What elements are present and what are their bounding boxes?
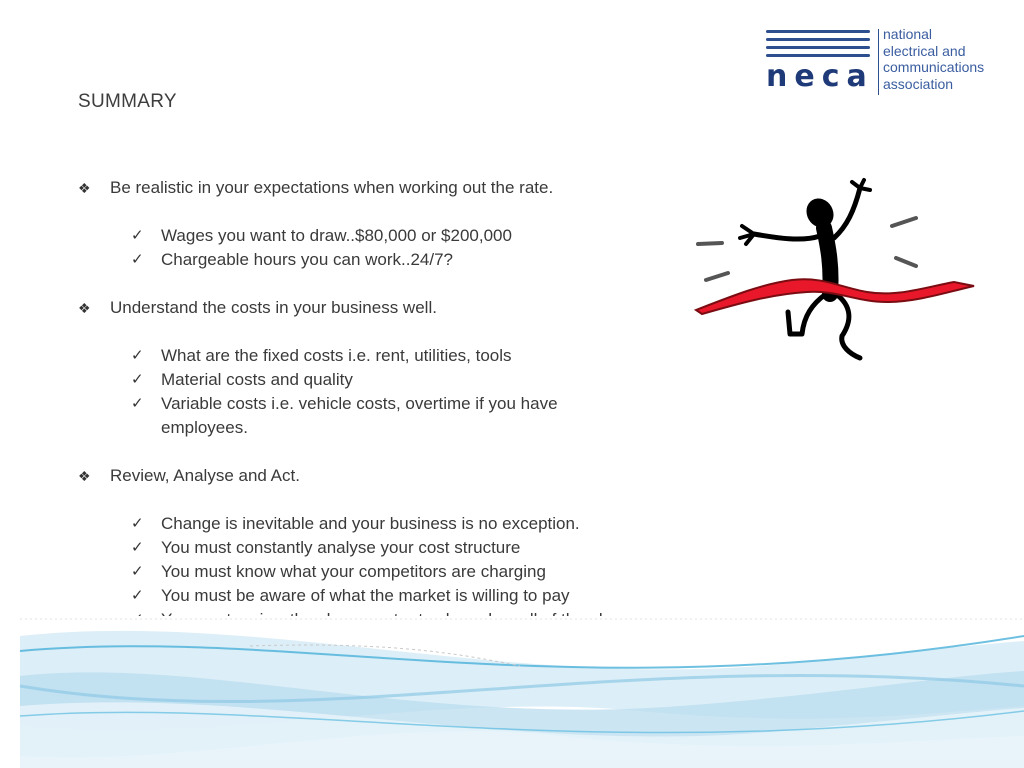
finish-line-runner-illustration — [692, 176, 982, 376]
logo-stripes — [766, 30, 870, 62]
logo-association-name — [883, 26, 984, 92]
logo-line: national — [883, 26, 933, 42]
checkmark-icon: ✓ — [131, 587, 144, 604]
checkmark-icon: ✓ — [131, 347, 144, 364]
motion-lines-icon — [698, 218, 916, 280]
slide-title: SUMMARY — [78, 91, 177, 112]
diamond-bullet-icon: ❖ — [78, 300, 91, 316]
runner-body-icon — [740, 180, 870, 358]
list-item — [0, 536, 760, 560]
diamond-bullet-icon: ❖ — [78, 180, 91, 196]
neca-logo — [764, 26, 1014, 98]
list-item-text: Variable costs i.e. vehicle costs, overtime if you have employees. — [161, 394, 558, 437]
section-items — [0, 512, 760, 632]
checkmark-icon: ✓ — [131, 563, 144, 580]
list-item — [0, 392, 646, 440]
list-item — [0, 224, 760, 248]
section-heading — [0, 296, 760, 320]
list-item-text: You must know what your competitors are charging — [161, 562, 546, 581]
list-item — [0, 344, 760, 368]
checkmark-icon: ✓ — [131, 251, 144, 268]
decorative-waves — [0, 616, 1024, 768]
list-item-text: Chargeable hours you can work..24/7? — [161, 250, 454, 269]
logo-wordmark: neca — [766, 59, 874, 94]
list-item-text: Wages you want to draw..$80,000 or $200,000 — [161, 226, 512, 245]
diamond-bullet-icon: ❖ — [78, 468, 91, 484]
checkmark-icon: ✓ — [131, 395, 144, 412]
logo-line: association — [883, 75, 954, 92]
section-items — [0, 344, 760, 440]
logo-line: electrical and — [883, 42, 966, 59]
checkmark-icon: ✓ — [131, 539, 144, 556]
checkmark-icon: ✓ — [131, 515, 144, 532]
list-item — [0, 584, 760, 608]
section-heading — [0, 464, 760, 488]
list-item-text: You must be aware of what the market is willing to pay — [161, 586, 570, 605]
section-items — [0, 224, 760, 272]
summary-content — [0, 176, 760, 632]
section-heading-text: Review, Analyse and Act. — [110, 466, 300, 485]
section-heading-text: Be realistic in your expectations when working out the rate. — [110, 178, 554, 197]
checkmark-icon: ✓ — [131, 227, 144, 244]
section-heading-text: Understand the costs in your business well. — [110, 298, 437, 317]
list-item — [0, 512, 760, 536]
list-item — [0, 368, 760, 392]
list-item — [0, 560, 760, 584]
section-heading — [0, 176, 760, 200]
list-item-text: Change is inevitable and your business is no exception. — [161, 514, 580, 533]
checkmark-icon: ✓ — [131, 371, 144, 388]
list-item-text: What are the fixed costs i.e. rent, utilities, tools — [161, 346, 512, 365]
logo-divider — [878, 29, 879, 95]
logo-line: communications — [883, 59, 985, 75]
list-item-text: You must constantly analyse your cost structure — [161, 538, 521, 557]
list-item-text: Material costs and quality — [161, 370, 353, 389]
list-item — [0, 248, 760, 272]
